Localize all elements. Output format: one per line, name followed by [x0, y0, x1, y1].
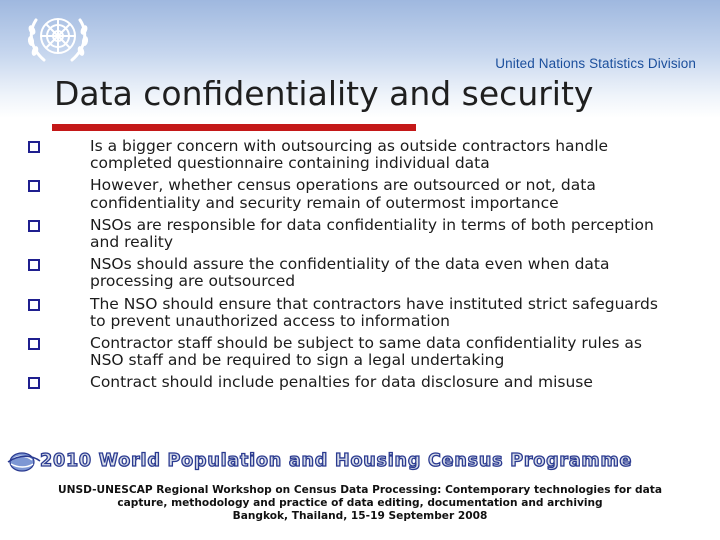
- bullet-text: NSOs should assure the confidentiality of the data even when data processing are outsourced: [90, 255, 610, 291]
- title-underline: [52, 124, 416, 131]
- bullet-text: Contractor staff should be subject to same data confidentiality rules as NSO staff and be required to sign a legal undertaking: [90, 334, 642, 370]
- list-item: [28, 374, 668, 391]
- footer-caption: [24, 484, 696, 523]
- banner-text: 2010 World Population and Housing Census Programme: [40, 451, 633, 471]
- division-name: United Nations Statistics Division: [495, 56, 696, 71]
- hollow-square-bullet-icon: [28, 141, 40, 153]
- list-item: [28, 177, 668, 211]
- bullet-text: Is a bigger concern with outsourcing as outside contractors handle completed questionnaire containing individual data: [90, 137, 609, 173]
- list-item: [28, 335, 668, 369]
- bullet-text: Contract should include penalties for data disclosure and misuse: [90, 373, 593, 392]
- hollow-square-bullet-icon: [28, 338, 40, 350]
- footer-line: capture, methodology and practice of data editing, documentation and archiving: [117, 497, 603, 509]
- list-item: [28, 217, 668, 251]
- footer-line: Bangkok, Thailand, 15-19 September 2008: [232, 510, 488, 522]
- list-item: [28, 296, 668, 330]
- list-item: [28, 138, 668, 172]
- hollow-square-bullet-icon: [28, 220, 40, 232]
- footer-line: UNSD-UNESCAP Regional Workshop on Census Data Processing: Contemporary technologies for data: [58, 484, 662, 496]
- hollow-square-bullet-icon: [28, 299, 40, 311]
- hollow-square-bullet-icon: [28, 377, 40, 389]
- bullet-list: [28, 138, 668, 397]
- list-item: [28, 256, 668, 290]
- slide-title: Data confidentiality and security: [54, 74, 594, 113]
- un-emblem-icon: [22, 6, 94, 70]
- census-programme-banner: [0, 447, 678, 477]
- hollow-square-bullet-icon: [28, 180, 40, 192]
- bullet-text: The NSO should ensure that contractors have instituted strict safeguards to prevent unauthorized access to information: [90, 294, 658, 330]
- bullet-text: NSOs are responsible for data confidentiality in terms of both perception and reality: [90, 215, 654, 252]
- hollow-square-bullet-icon: [28, 259, 40, 271]
- globe-icon: [6, 451, 42, 473]
- bullet-text: However, whether census operations are outsourced or not, data confidentiality and security remain of outermost importance: [90, 176, 596, 212]
